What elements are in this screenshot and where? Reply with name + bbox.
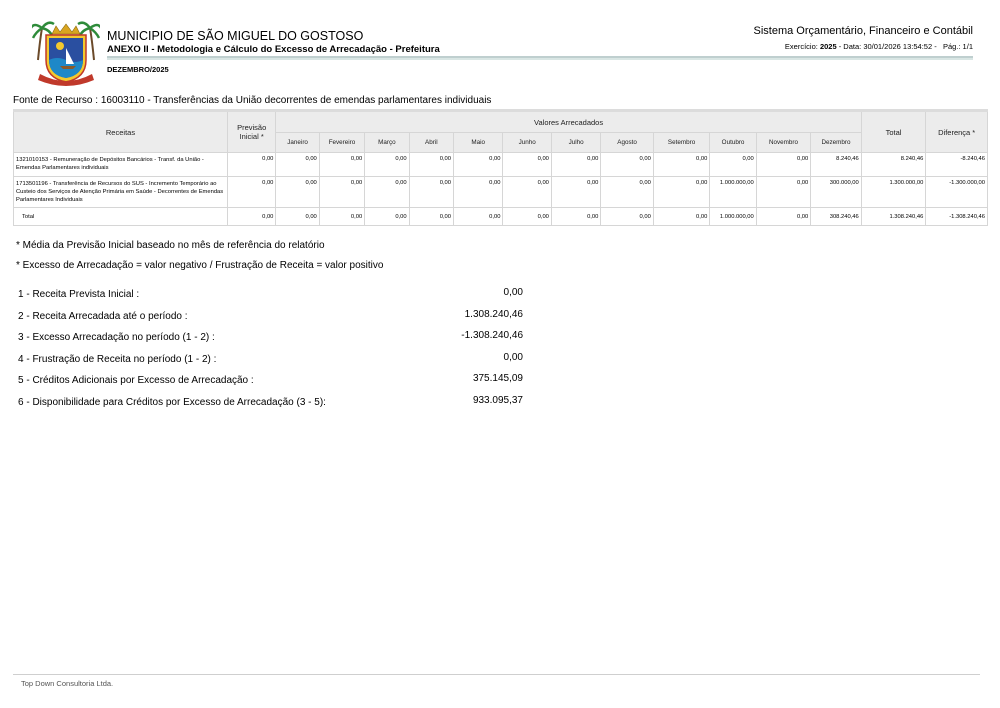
- total-month-value: 0,00: [653, 208, 710, 226]
- row-previsao: 0,00: [227, 153, 275, 177]
- month-header: Maio: [454, 133, 503, 153]
- note-excesso: * Excesso de Arrecadação = valor negativo / Frustração de Receita = valor positivo: [16, 260, 384, 271]
- summary-value: -1.308.240,46: [461, 330, 523, 342]
- summary-value: 375.145,09: [472, 373, 523, 385]
- month-header: Setembro: [653, 133, 710, 153]
- date-page-info: - Data: 30/01/2026 13:54:52 - Pág.: 1/1: [836, 42, 973, 51]
- notes: [16, 240, 383, 280]
- report-header: [0, 0, 1000, 80]
- col-header-diferenca: Diferença *: [926, 111, 988, 153]
- row-month-value: 0,00: [319, 153, 364, 177]
- row-total: 8.240,46: [861, 153, 926, 177]
- summary-row: [18, 373, 523, 395]
- summary-row: [18, 287, 523, 309]
- total-month-value: 0,00: [551, 208, 600, 226]
- row-diferenca: -8.240,46: [926, 153, 988, 177]
- row-month-value: 0,00: [276, 177, 319, 208]
- summary-value: 0,00: [503, 287, 523, 298]
- row-month-value: 0,00: [653, 153, 710, 177]
- total-month-value: 308.240,46: [811, 208, 861, 226]
- footer-company: Top Down Consultoria Ltda.: [21, 679, 114, 688]
- row-month-value: 0,00: [319, 177, 364, 208]
- total-month-value: 0,00: [756, 208, 811, 226]
- row-total: 1.300.000,00: [861, 177, 926, 208]
- row-month-value: 0,00: [409, 177, 453, 208]
- row-month-value: 0,00: [503, 177, 551, 208]
- report-period: DEZEMBRO/2025: [107, 65, 169, 74]
- month-header: Junho: [503, 133, 551, 153]
- summary-section: [18, 287, 523, 417]
- month-header: Agosto: [601, 133, 653, 153]
- col-header-previsao: Previsão Inicial *: [227, 111, 275, 153]
- row-month-value: 0,00: [653, 177, 710, 208]
- note-previsao: * Média da Previsão Inicial baseado no mês de referência do relatório: [16, 240, 325, 251]
- month-header: Julho: [551, 133, 600, 153]
- row-month-value: 1.000.000,00: [710, 177, 756, 208]
- row-month-value: 0,00: [276, 153, 319, 177]
- total-month-value: 1.000.000,00: [710, 208, 756, 226]
- summary-label: 2 - Receita Arrecadada até o período :: [18, 310, 188, 322]
- summary-row: [18, 330, 523, 352]
- header-divider-shadow: [107, 58, 973, 60]
- revenue-table: [13, 109, 988, 226]
- summary-row: [18, 352, 523, 374]
- row-month-value: 0,00: [756, 177, 811, 208]
- month-header: Novembro: [756, 133, 811, 153]
- row-month-value: 0,00: [551, 177, 600, 208]
- summary-value: 0,00: [503, 351, 523, 363]
- total-month-value: 0,00: [601, 208, 653, 226]
- municipality-name: MUNICIPIO DE SÃO MIGUEL DO GOSTOSO: [107, 29, 364, 43]
- system-name: Sistema Orçamentário, Financeiro e Contábil: [753, 25, 973, 37]
- row-month-value: 300.000,00: [811, 177, 861, 208]
- summary-label: 5 - Créditos Adicionais por Excesso de Arrecadação :: [18, 375, 254, 387]
- row-month-value: 0,00: [756, 153, 811, 177]
- row-month-value: 0,00: [365, 153, 409, 177]
- summary-label: 4 - Frustração de Receita no período (1 - 2) :: [18, 353, 217, 365]
- month-header: Fevereiro: [319, 133, 364, 153]
- month-header: Março: [365, 133, 409, 153]
- total-month-value: 0,00: [276, 208, 319, 226]
- exercise-label: Exercício:: [784, 42, 818, 51]
- summary-value: 1.308.240,46: [464, 308, 523, 320]
- row-month-value: 0,00: [454, 153, 503, 177]
- table-row: [14, 177, 988, 208]
- resource-source-line: Fonte de Recurso : 16003110 - Transferências da União decorrentes de emendas parlamentares individuais: [13, 95, 492, 106]
- row-month-value: 0,00: [551, 153, 600, 177]
- report-title: ANEXO II - Metodologia e Cálculo do Excesso de Arrecadação - Prefeitura: [107, 44, 440, 55]
- col-header-receitas: Receitas: [14, 111, 228, 153]
- total-month-value: 0,00: [365, 208, 409, 226]
- revenue-table-container: [13, 109, 988, 226]
- summary-row: [18, 309, 523, 331]
- total-month-value: 0,00: [454, 208, 503, 226]
- row-month-value: 0,00: [503, 153, 551, 177]
- total-month-value: 0,00: [319, 208, 364, 226]
- summary-label: 6 - Disponibilidade para Créditos por Excesso de Arrecadação (3 - 5):: [18, 396, 326, 408]
- table-row: [14, 153, 988, 177]
- month-header: Janeiro: [276, 133, 319, 153]
- summary-label: 3 - Excesso Arrecadação no período (1 - 2) :: [18, 332, 215, 344]
- month-header: Dezembro: [811, 133, 861, 153]
- row-previsao: 0,00: [227, 177, 275, 208]
- exercise-year: 2025: [819, 42, 837, 51]
- footer-divider: [13, 674, 980, 675]
- month-header: Abril: [409, 133, 453, 153]
- row-month-value: 0,00: [601, 177, 653, 208]
- municipal-coat-of-arms-icon: [32, 20, 100, 86]
- summary-label: 1 - Receita Prevista Inicial :: [18, 289, 140, 300]
- row-description: 1321010153 - Remuneração de Depósitos Bancários - Transf. da União - Emendas Parlamentares individuais: [14, 153, 228, 177]
- row-month-value: 0,00: [409, 153, 453, 177]
- total-month-value: 0,00: [409, 208, 453, 226]
- report-metadata: [754, 42, 973, 51]
- row-month-value: 0,00: [601, 153, 653, 177]
- table-total-row: [14, 208, 988, 226]
- row-month-value: 0,00: [710, 153, 756, 177]
- summary-value: 933.095,37: [472, 394, 523, 406]
- col-header-total: Total: [861, 111, 926, 153]
- total-month-value: 0,00: [503, 208, 551, 226]
- col-header-valores-arrecadados: Valores Arrecadados: [276, 111, 861, 133]
- month-header: Outubro: [710, 133, 756, 153]
- row-description: 1713501196 - Transferência de Recursos do SUS - Incremento Temporário ao Custeio dos Serviços de Atenção Primária em Saúde - Decorrentes de Emendas Parlamentares Individuais: [14, 177, 228, 208]
- row-month-value: 8.240,46: [811, 153, 861, 177]
- total-previsao: 0,00: [227, 208, 275, 226]
- row-month-value: 0,00: [454, 177, 503, 208]
- summary-row: [18, 395, 523, 417]
- total-total: 1.308.240,46: [861, 208, 926, 226]
- row-month-value: 0,00: [365, 177, 409, 208]
- total-diferenca: -1.308.240,46: [926, 208, 988, 226]
- total-label: Total: [14, 208, 228, 226]
- row-diferenca: -1.300.000,00: [926, 177, 988, 208]
